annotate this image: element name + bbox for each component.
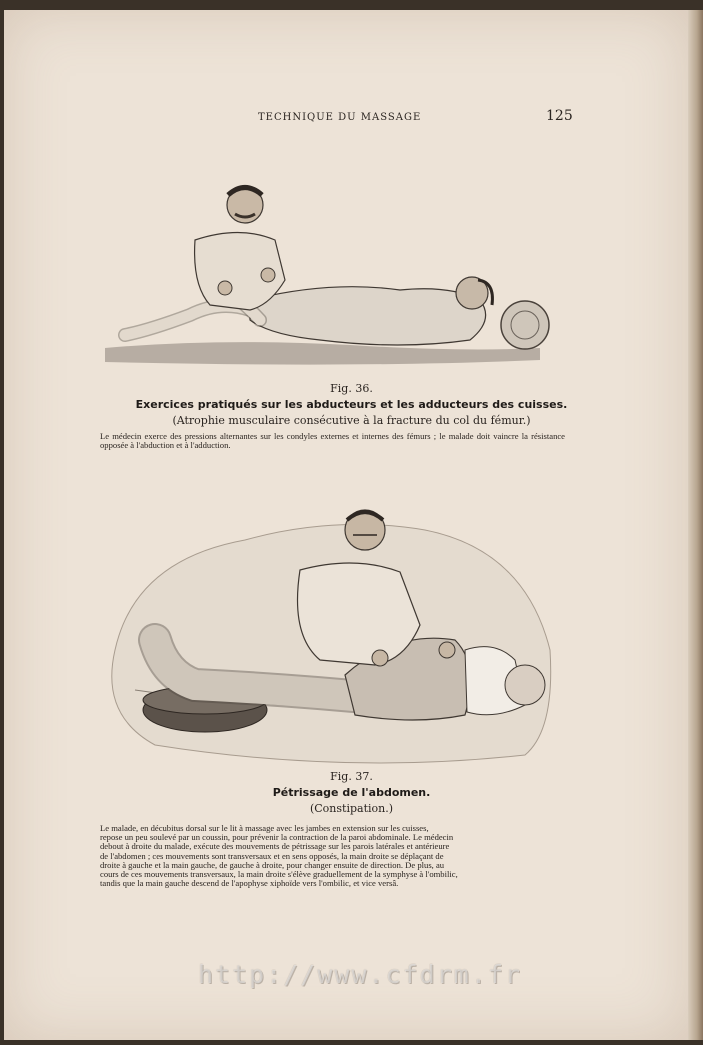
figure-37-label: Fig. 37.: [330, 770, 373, 783]
caption-line: Le malade, en décubitus dorsal sur le lit à massage avec les jambes en extension sur les cuisses,: [100, 823, 429, 833]
figure-36-illustration: [100, 170, 560, 370]
running-head: TECHNIQUE DU MASSAGE: [258, 112, 422, 123]
figure-36-label: Fig. 36.: [330, 382, 373, 395]
figure-37-subtitle: (Constipation.): [309, 802, 394, 815]
figure-37-illustration: [95, 500, 565, 770]
page-number: 125: [546, 108, 573, 124]
caption-line: cours de ces mouvements transversaux, la main droite s'élève graduellement de la symphyse à l'ombilic,: [100, 869, 458, 880]
caption-line: debout à droite du malade, exécute des mouvements de pétrissage sur les parois latérales et antérieure: [100, 841, 450, 852]
figure-36-subtitle: (Atrophie musculaire consécutive à la fracture du col du fémur.): [172, 414, 531, 427]
caption-line: repose un peu soulevé par un coussin, pour prévenir la contraction de la paroi abdominale. Le médecin: [100, 832, 454, 843]
figure-37-caption: [100, 824, 565, 888]
caption-line: droite à gauche et la main gauche, de gauche à droite, pour changer ensuite de direction. De plus, au: [100, 859, 445, 870]
watermark: http://www.cfdrm.fr: [198, 960, 522, 989]
caption-line: tandis que la main gauche descend de l'apophyse xiphoïde vers l'ombilic, et vice versâ.: [100, 878, 399, 889]
page-edge: [688, 10, 703, 1040]
figure-36-caption: Le médecin exerce des pressions alternantes sur les condyles externes et internes des fémurs ; le malade doit vaincre la résistance opposée à l'abduction et à l'adduction.: [100, 431, 565, 451]
caption-line: de l'abdomen ; ces mouvements sont transversaux et en sens opposés, la main droite se déplaçant de: [100, 850, 444, 861]
figure-36-title: Exercices pratiqués sur les abducteurs et les adducteurs des cuisses.: [135, 398, 568, 411]
figure-37-title: Pétrissage de l'abdomen.: [272, 786, 431, 799]
